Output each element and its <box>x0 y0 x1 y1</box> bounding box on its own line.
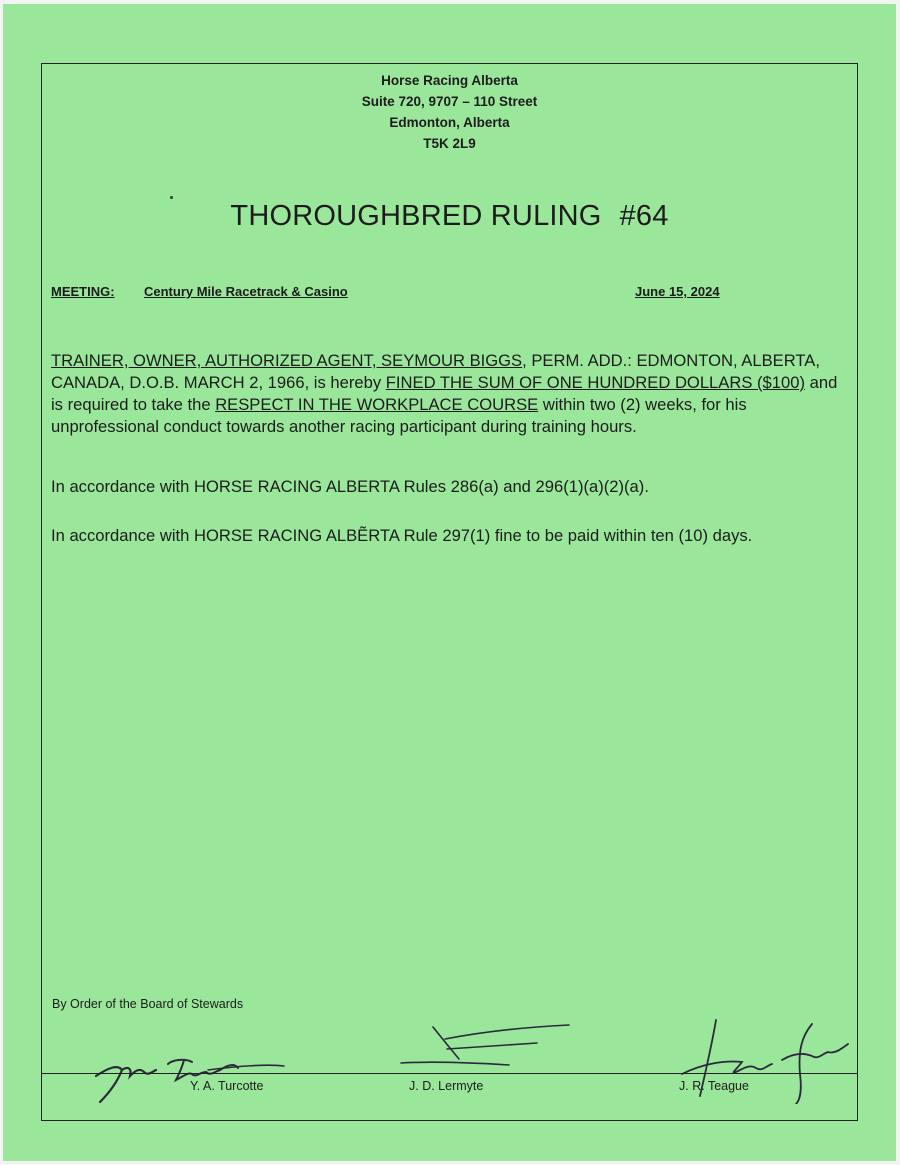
signatory-name-teague: J. R. Teague <box>679 1079 749 1093</box>
postal-code: T5K 2L9 <box>423 136 476 151</box>
ruling-document <box>3 4 896 1161</box>
subject-name: TRAINER, OWNER, AUTHORIZED AGENT, SEYMOUR BIGGS <box>51 351 523 370</box>
org-name: Horse Racing Alberta <box>381 73 518 88</box>
ruling-paragraph-3: In accordance with HORSE RACING ALBẼRTA Rule 297(1) fine to be paid within ten (10) days. <box>51 526 753 545</box>
fine-amount: FINED THE SUM OF ONE HUNDRED DOLLARS ($100) <box>385 373 805 392</box>
paragraph-1-text-3: within two (2) weeks, for his unprofessional conduct towards another racing participant during training hours. <box>51 395 747 436</box>
address-line-1: Suite 720, 9707 – 110 Street <box>361 94 538 109</box>
ruling-number: #64 <box>619 200 669 232</box>
signatory-name-lermyte: J. D. Lermyte <box>409 1079 484 1093</box>
signature-line <box>42 1073 857 1074</box>
address-line-2: Edmonton, Alberta <box>389 115 510 130</box>
ruling-paragraph-2: In accordance with HORSE RACING ALBERTA Rules 286(a) and 296(1)(a)(2)(a). <box>51 477 649 496</box>
paragraph-1-text-1: , PERM. ADD.: EDMONTON, ALBERTA, CANADA, D.O.B. MARCH 2, 1966, is hereby <box>51 351 820 392</box>
signature-lermyte <box>397 1019 577 1079</box>
document-border <box>41 63 858 1121</box>
signature-turcotte <box>88 1046 288 1106</box>
paragraph-1-text-2: and is required to take the <box>51 373 838 414</box>
ruling-title-text: THOROUGHBRED RULING <box>230 200 602 232</box>
meeting-venue: Century Mile Racetrack & Casino <box>144 284 348 299</box>
required-course: RESPECT IN THE WORKPLACE COURSE <box>215 395 539 414</box>
ruling-title <box>42 200 857 233</box>
scan-speck <box>170 196 173 199</box>
signatory-name-turcotte: Y. A. Turcotte <box>190 1079 264 1093</box>
meeting-label: MEETING: <box>51 284 115 299</box>
ruling-paragraph-1 <box>51 350 851 438</box>
stewards-label: By Order of the Board of Stewards <box>52 997 244 1011</box>
letterhead <box>42 70 857 154</box>
meeting-date: June 15, 2024 <box>635 284 720 299</box>
